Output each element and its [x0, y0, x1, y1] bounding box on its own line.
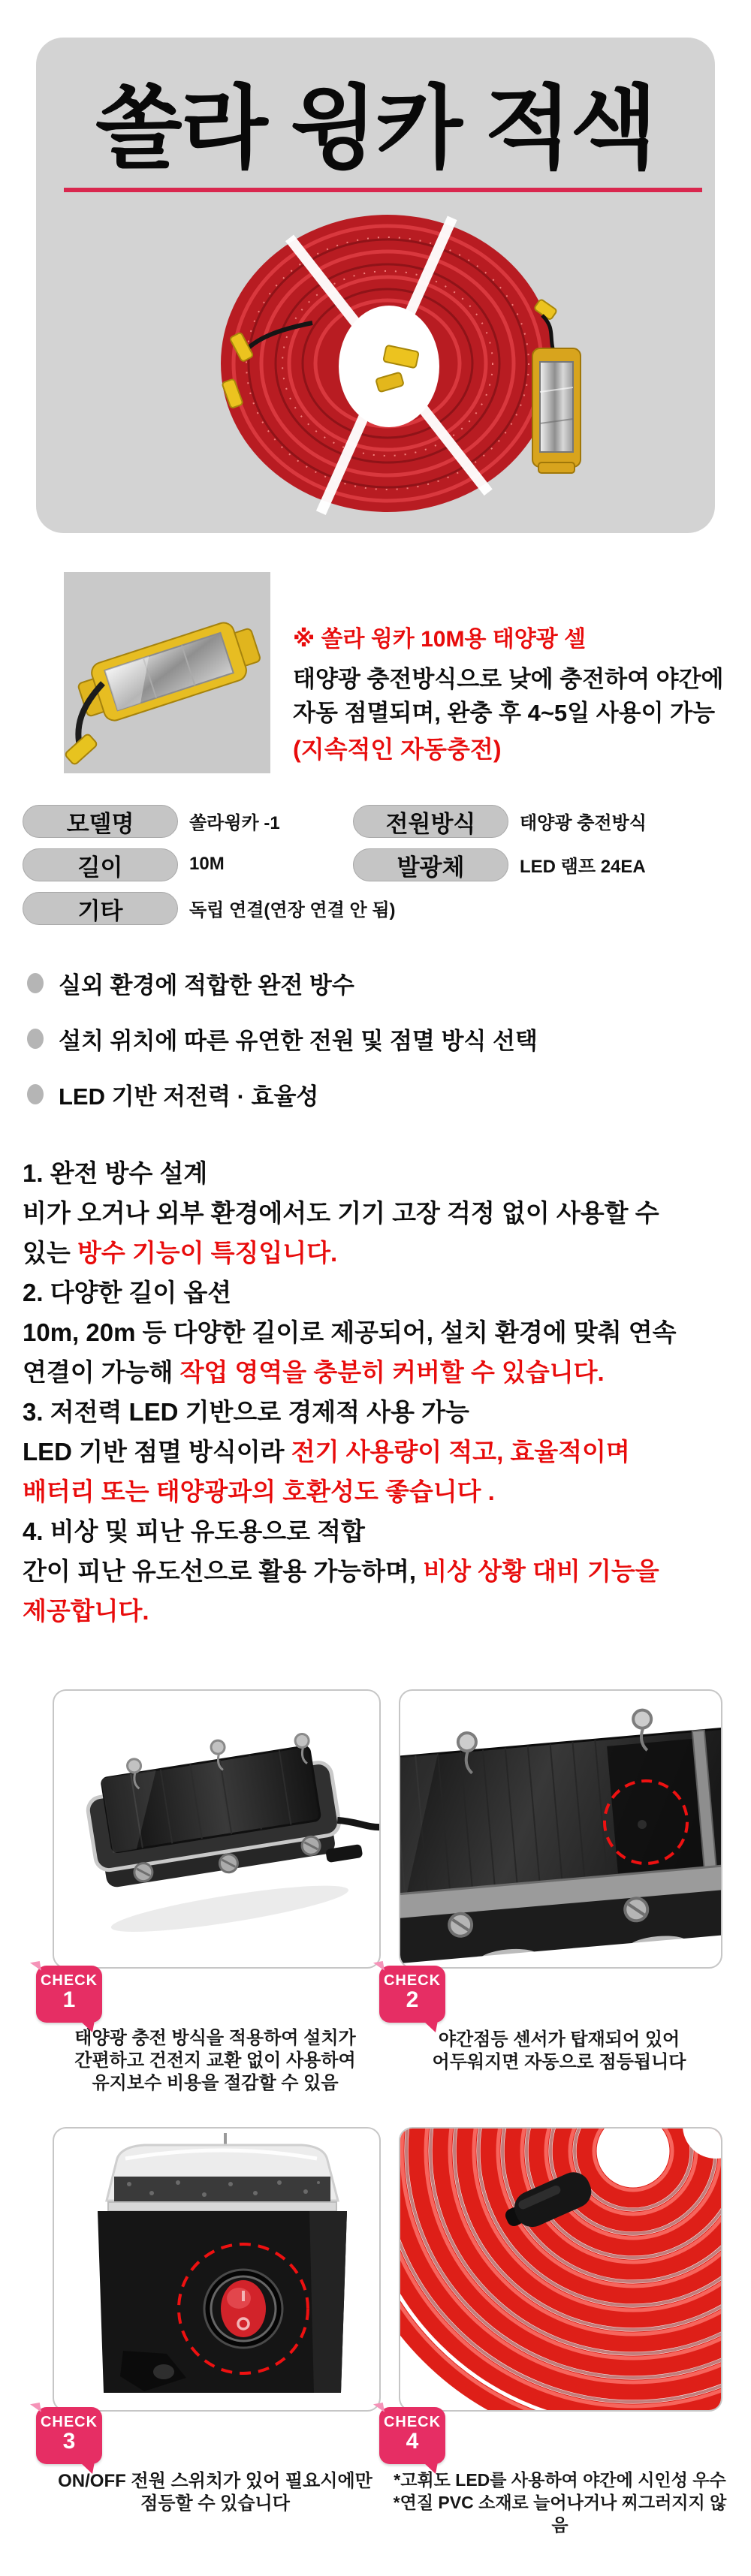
feature-line: [23, 1472, 736, 1511]
spec-label-length: 길이: [23, 848, 178, 881]
solar-cell-photo: [64, 572, 270, 773]
feature-line: [23, 1591, 736, 1631]
product-photo-coil: [200, 209, 593, 526]
check4-badge: [379, 2407, 445, 2464]
feature-text: 비가 오거나 외부 환경에서도 기기 고장 걱정 없이 사용할 수: [23, 1199, 659, 1227]
spec-value-length: 10M: [189, 854, 225, 874]
feature-text: 연결이 가능해: [23, 1358, 180, 1386]
check3-badge-number: 3: [62, 2429, 76, 2454]
check3-photo-panel: [53, 2127, 381, 2412]
bullet-text: 실외 환경에 적합한 완전 방수: [59, 972, 354, 999]
feature-paragraphs: [23, 1153, 736, 1631]
check2-photo-panel: [399, 1689, 722, 1969]
solar-cell-photo-box: [64, 572, 270, 773]
spec-value-etc: 독립 연결(연장 연결 안 됨): [189, 899, 396, 920]
bullet-text: 설치 위치에 따른 유연한 전원 및 점멸 방식 선택: [59, 1027, 538, 1054]
check3-caption-line: 점등할 수 있습니다: [140, 2493, 290, 2514]
check1-caption-line: 유지보수 비용을 절감할 수 있음: [92, 2073, 339, 2093]
check2-caption-line: 야간점등 센서가 탑재되어 있어: [438, 2029, 680, 2050]
feature-line: [23, 1352, 736, 1392]
feature-line: [23, 1273, 736, 1312]
check3-caption: [53, 2470, 378, 2515]
spec-value-power: 태양광 충전방식: [520, 812, 647, 833]
feature-text-red: 제공합니다.: [23, 1597, 149, 1625]
solar-note-line: 자동 점멸되며, 완충 후 4~5일 사용이 가능: [293, 700, 716, 726]
feature-line: [23, 1511, 736, 1551]
spec-label-etc: 기타: [23, 892, 178, 925]
feature-text-red: 작업 영역을 충분히 커버할 수 있습니다.: [179, 1358, 605, 1386]
check2-badge: [379, 1966, 445, 2023]
hero-card: [36, 38, 715, 533]
check3-photo: [54, 2129, 379, 2410]
feature-text: 간이 피난 유도선으로 활용 가능하며,: [23, 1557, 424, 1585]
solar-note: [293, 620, 728, 767]
bullet-dot-icon: [27, 973, 44, 993]
check4-photo: [400, 2129, 721, 2410]
solar-note-title: ※ 쏠라 윙카 10M용 태양광 셀: [293, 627, 587, 652]
check4-badge-word: CHECK: [383, 2414, 442, 2430]
check1-photo-panel: [53, 1689, 381, 1969]
feature-text: 10m, 20m 등 다양한 길이로 제공되어, 설치 환경에 맞춰 연속: [23, 1318, 677, 1346]
spec-value-emitter: LED 램프 24EA: [520, 856, 646, 877]
page-title: 쏠라 윙카 적색: [95, 78, 656, 179]
solar-note-highlight: (지속적인 자동충전): [293, 736, 502, 763]
check2-caption: [399, 2029, 719, 2074]
feature-text-red: 배터리 또는 태양광과의 호환성도 좋습니다 .: [23, 1478, 495, 1505]
check4-badge-number: 4: [406, 2429, 419, 2454]
feature-text-red: 비상 상황 대비 기능을: [423, 1557, 659, 1585]
feature-text-red: 전기 사용량이 적고, 효율적이며: [291, 1438, 630, 1466]
check4-caption: [393, 2469, 727, 2536]
check1-badge-number: 1: [62, 1987, 76, 2012]
bullet-item: [27, 1081, 319, 1110]
check1-caption: [53, 2027, 378, 2095]
feature-text-red: 방수 기능이 특징입니다.: [77, 1239, 338, 1267]
bullet-text: LED 기반 저전력 · 효율성: [59, 1083, 319, 1110]
check3-caption-line: ON/OFF 전원 스위치가 있어 필요시에만: [58, 2471, 372, 2491]
check2-badge-word: CHECK: [383, 1972, 442, 1989]
check1-photo: [54, 1691, 379, 1967]
spec-label-emitter: 발광체: [353, 848, 508, 881]
check1-caption-line: 간편하고 건전지 교환 없이 사용하여: [74, 2050, 356, 2071]
feature-line: [23, 1193, 736, 1233]
check2-badge-number: 2: [406, 1987, 419, 2012]
spec-value-model: 쏠라윙카 -1: [189, 812, 280, 833]
check1-caption-line: 태양광 충전 방식을 적용하여 설치가: [74, 2028, 356, 2048]
check4-caption-line: *고휘도 LED를 사용하여 야간에 시인성 우수: [394, 2470, 726, 2490]
bullet-dot-icon: [27, 1029, 44, 1049]
spec-label-power: 전원방식: [353, 805, 508, 838]
check4-caption-line: *연질 PVC 소재로 늘어나거나 찌그러지지 않음: [393, 2493, 727, 2535]
title-underline: [64, 188, 702, 192]
check2-caption-line: 어두워지면 자동으로 점등됩니다: [432, 2052, 686, 2072]
feature-line: [23, 1312, 736, 1352]
bullet-item: [27, 1026, 538, 1054]
solar-note-line: 태양광 충전방식으로 낮에 충전하여 야간에: [293, 666, 724, 692]
bullet-dot-icon: [27, 1084, 44, 1104]
spec-label-model: 모델명: [23, 805, 178, 838]
feature-line: [23, 1551, 736, 1591]
check1-badge-word: CHECK: [40, 1972, 98, 1989]
check3-badge-word: CHECK: [40, 2414, 98, 2430]
feature-line: [23, 1432, 736, 1472]
feature-text: LED 기반 점멸 방식이라: [23, 1438, 291, 1466]
feature-line: [23, 1153, 736, 1193]
check4-photo-panel: [399, 2127, 722, 2412]
feature-text: 1. 완전 방수 설계: [23, 1159, 208, 1187]
bullet-item: [27, 970, 354, 999]
feature-text: 2. 다양한 길이 옵션: [23, 1279, 232, 1306]
feature-text: 3. 저전력 LED 기반으로 경제적 사용 가능: [23, 1398, 469, 1426]
check1-badge: [36, 1966, 102, 2023]
check3-badge: [36, 2407, 102, 2464]
feature-text: 4. 비상 및 피난 유도용으로 적합: [23, 1517, 365, 1545]
feature-line: [23, 1233, 736, 1273]
check2-photo: [400, 1691, 721, 1967]
feature-text: 있는: [23, 1239, 77, 1267]
feature-line: [23, 1392, 736, 1432]
